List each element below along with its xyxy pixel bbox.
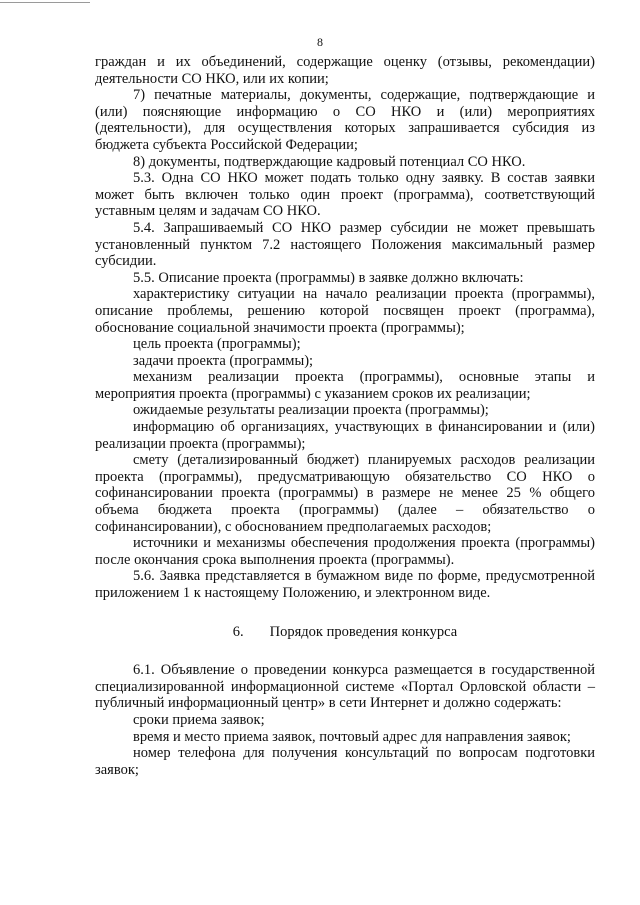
section-title: Порядок проведения конкурса xyxy=(269,623,458,640)
document-body xyxy=(95,54,595,778)
scan-artifact-line xyxy=(0,2,90,3)
list-item-results: ожидаемые результаты реализации проекта (программы); xyxy=(133,402,489,419)
paragraph-5-3: 5.3. Одна СО НКО может подать только одну заявку. В состав заявки может быть включен только один проект (программа), соответствующий уставным целям и задачам СО НКО. xyxy=(95,170,595,220)
paragraph-item-8: 8) документы, подтверждающие кадровый потенциал СО НКО. xyxy=(133,153,526,170)
list-item-place: время и место приема заявок, почтовый адрес для направления заявок; xyxy=(133,728,571,745)
list-item-goal: цель проекта (программы); xyxy=(133,336,301,353)
page-number: 8 xyxy=(317,35,323,49)
paragraph-continuation: граждан и их объединений, содержащие оценку (отзывы, рекомендации) деятельности СО НКО, или их копии; xyxy=(95,54,595,87)
list-item-deadlines: сроки приема заявок; xyxy=(133,711,265,728)
paragraph-item-7: 7) печатные материалы, документы, содержащие, подтверждающие и (или) поясняющие информацию о СО НКО и (или) мероприятиях (деятельности), для осуществления которых запрашивается субсидия из бюджета субъекта Российской Федерации; xyxy=(95,87,595,153)
paragraph-6-1: 6.1. Объявление о проведении конкурса размещается в государственной специализированной информационной системе «Портал Орловской области – публичный информационный центр» в сети Интернет и должно содержать: xyxy=(95,662,595,712)
paragraph-5-4: 5.4. Запрашиваемый СО НКО размер субсидии не может превышать установленный пунктом 7.2 настоящего Положения максимальный размер субсидии. xyxy=(95,219,595,270)
list-item-situation: характеристику ситуации на начало реализации проекта (программы), описание проблемы, решению которой посвящен проект (программа), обоснование социальной значимости проекта (программы); xyxy=(95,286,595,336)
list-item-mechanism: механизм реализации проекта (программы), основные этапы и мероприятия проекта (программы) с указанием сроков их реализации; xyxy=(95,369,595,402)
list-item-tasks: задачи проекта (программы); xyxy=(133,352,314,369)
section-number: 6. xyxy=(232,623,244,640)
paragraph-5-5: 5.5. Описание проекта (программы) в заявке должно включать: xyxy=(133,269,524,286)
section-heading xyxy=(95,624,595,641)
list-item-sources: источники и механизмы обеспечения продолжения проекта (программы) после окончания срока выполнения проекта (программы). xyxy=(95,535,595,568)
list-item-budget: смету (детализированный бюджет) планируемых расходов реализации проекта (программы), предусматривающую обязательство СО НКО о софинансировании проекта (программы) в размере не менее 25 % общего объема бюджета проекта (программы) (далее – обязательство о софинансировании), с обоснованием предполагаемых расходов; xyxy=(95,452,595,535)
list-item-phone: номер телефона для получения консультаций по вопросам подготовки заявок; xyxy=(95,745,595,778)
paragraph-5-6: 5.6. Заявка представляется в бумажном виде по форме, предусмотренной приложением 1 к настоящему Положению, и электронном виде. xyxy=(95,568,595,601)
list-item-organizations: информацию об организациях, участвующих в финансировании и (или) реализации проекта (программы); xyxy=(95,419,595,452)
